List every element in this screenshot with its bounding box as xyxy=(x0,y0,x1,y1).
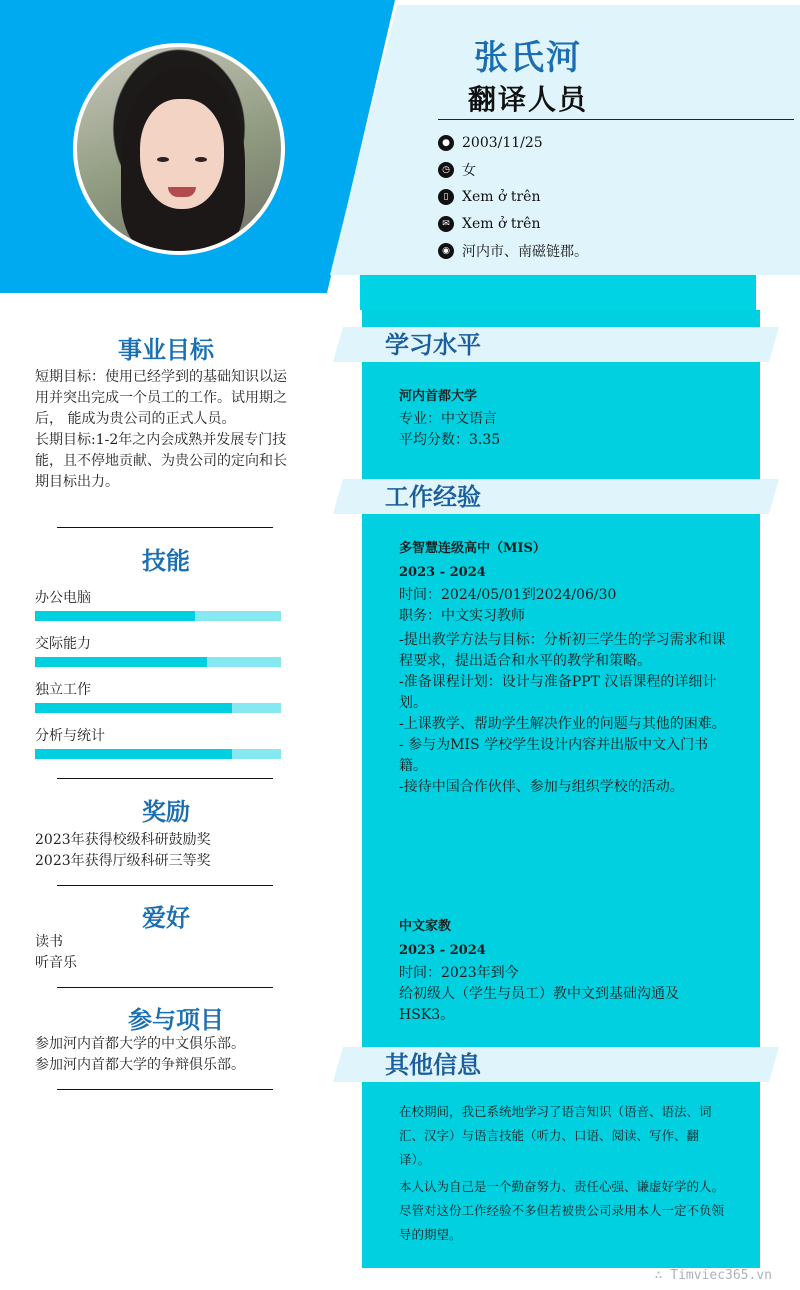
contact-email xyxy=(438,213,778,235)
other-info-heading: 其他信息 xyxy=(385,1050,481,1079)
contact-text: 2003/11/25 xyxy=(462,135,543,151)
skill-label: 办公电脑 xyxy=(35,590,91,606)
contact-text: 河内市、南磁链郡。 xyxy=(462,244,588,260)
section-divider xyxy=(57,987,273,988)
location-icon: ◉ xyxy=(438,243,454,259)
contact-address xyxy=(438,240,778,262)
hobby-item: 听音乐 xyxy=(35,955,77,971)
job-details: 给初级人（学生与员工）教中文到基础沟通及HSK3。 xyxy=(399,986,679,1023)
watermark: ∴ Timviec365.vn xyxy=(654,1268,772,1283)
awards-heading: 奖励 xyxy=(142,797,190,826)
award-item: 2023年获得校级科研鼓励奖 xyxy=(35,832,211,848)
contact-phone xyxy=(438,186,778,208)
objective-text: 短期目标：使用已经学到的基础知识以运用并突出完成一个员工的工作。试用期之后， 能成为贵公司的正式人员。 长期目标:1-2年之内会成熟并发展专门技能，且不停地贡献、为贵公司的定向和长期目标出力。 xyxy=(35,369,287,490)
school-name: 河内首都大学 xyxy=(399,389,478,404)
education-heading-band xyxy=(333,327,779,362)
contact-text: Xem ở trên xyxy=(462,216,541,232)
skill-label: 交际能力 xyxy=(35,636,91,652)
hobbies-heading: 爱好 xyxy=(142,903,190,932)
contact-text: 女 xyxy=(462,163,476,179)
objective-heading: 事业目标 xyxy=(118,335,214,364)
envelope-icon: ✉ xyxy=(438,216,454,232)
contact-text: Xem ở trên xyxy=(462,189,541,205)
candidate-name: 张氏河 xyxy=(474,38,582,78)
other-info-paragraph: 在校期间，我已系统地学习了语言知识（语音、语法、词汇、汉字）与语言技能（听力、口语、阅读、写作、翻译）。 xyxy=(399,1104,712,1167)
skill-bar xyxy=(35,611,281,621)
clock-icon: ◷ xyxy=(438,162,454,178)
job-time: 时间：2023年到今 xyxy=(399,965,519,981)
job-details: -提出教学方法与目标：分析初三学生的学习需求和课程要求，提出适合和水平的教学和策略。 -准备课程计划：设计与准备PPT 汉语课程的详细计划。 -上课教学、帮助学生解决作业的问题与其他的困难。 - 参与为MIS 学校学生设计内容并出版中文入门书籍。 -接待中国合作伙伴、参加与组织学校的活动。 xyxy=(399,632,726,795)
education-heading: 学习水平 xyxy=(385,330,481,359)
phone-icon: ▯ xyxy=(438,189,454,205)
job-years: 2023 - 2024 xyxy=(399,565,486,580)
other-info-paragraph: 本人认为自己是一个勤奋努力、责任心强、谦虚好学的人。尽管对这份工作经验不多但若被贵公司录用本人一定不负领导的期望。 xyxy=(399,1179,725,1242)
user-icon: ● xyxy=(438,135,454,151)
contact-gender xyxy=(438,159,778,181)
title-divider xyxy=(438,119,794,120)
job-time: 时间：2024/05/01到2024/06/30 xyxy=(399,587,617,603)
project-item: 参加河内首都大学的争辩俱乐部。 xyxy=(35,1057,245,1073)
other-info-heading-band xyxy=(333,1047,779,1082)
section-divider xyxy=(57,778,273,779)
header-accent-bar xyxy=(360,275,756,310)
skill-bar xyxy=(35,703,281,713)
skill-label: 独立工作 xyxy=(35,682,91,698)
skills-heading: 技能 xyxy=(142,546,190,575)
experience-heading: 工作经验 xyxy=(385,482,481,511)
skill-bar xyxy=(35,749,281,759)
contact-birthdate xyxy=(438,132,778,154)
gpa: 平均分数：3.35 xyxy=(399,432,501,448)
profile-photo xyxy=(73,43,285,255)
hobby-item: 读书 xyxy=(35,934,63,950)
job-title: 翻译人员 xyxy=(468,83,589,116)
job-years: 2023 - 2024 xyxy=(399,943,486,958)
job-organization: 中文家教 xyxy=(399,919,452,934)
experience-heading-band xyxy=(333,479,779,514)
skill-bar xyxy=(35,657,281,667)
award-item: 2023年获得厅级科研三等奖 xyxy=(35,853,211,869)
projects-heading: 参与项目 xyxy=(128,1005,224,1034)
section-divider xyxy=(57,885,273,886)
section-divider xyxy=(57,527,273,528)
skill-label: 分析与统计 xyxy=(35,728,105,744)
job-organization: 多智慧连级高中（MIS） xyxy=(399,541,546,556)
job-role: 职务：中文实习教师 xyxy=(399,608,525,624)
section-divider xyxy=(57,1089,273,1090)
major: 专业：中文语言 xyxy=(399,411,497,427)
project-item: 参加河内首都大学的中文俱乐部。 xyxy=(35,1036,245,1052)
